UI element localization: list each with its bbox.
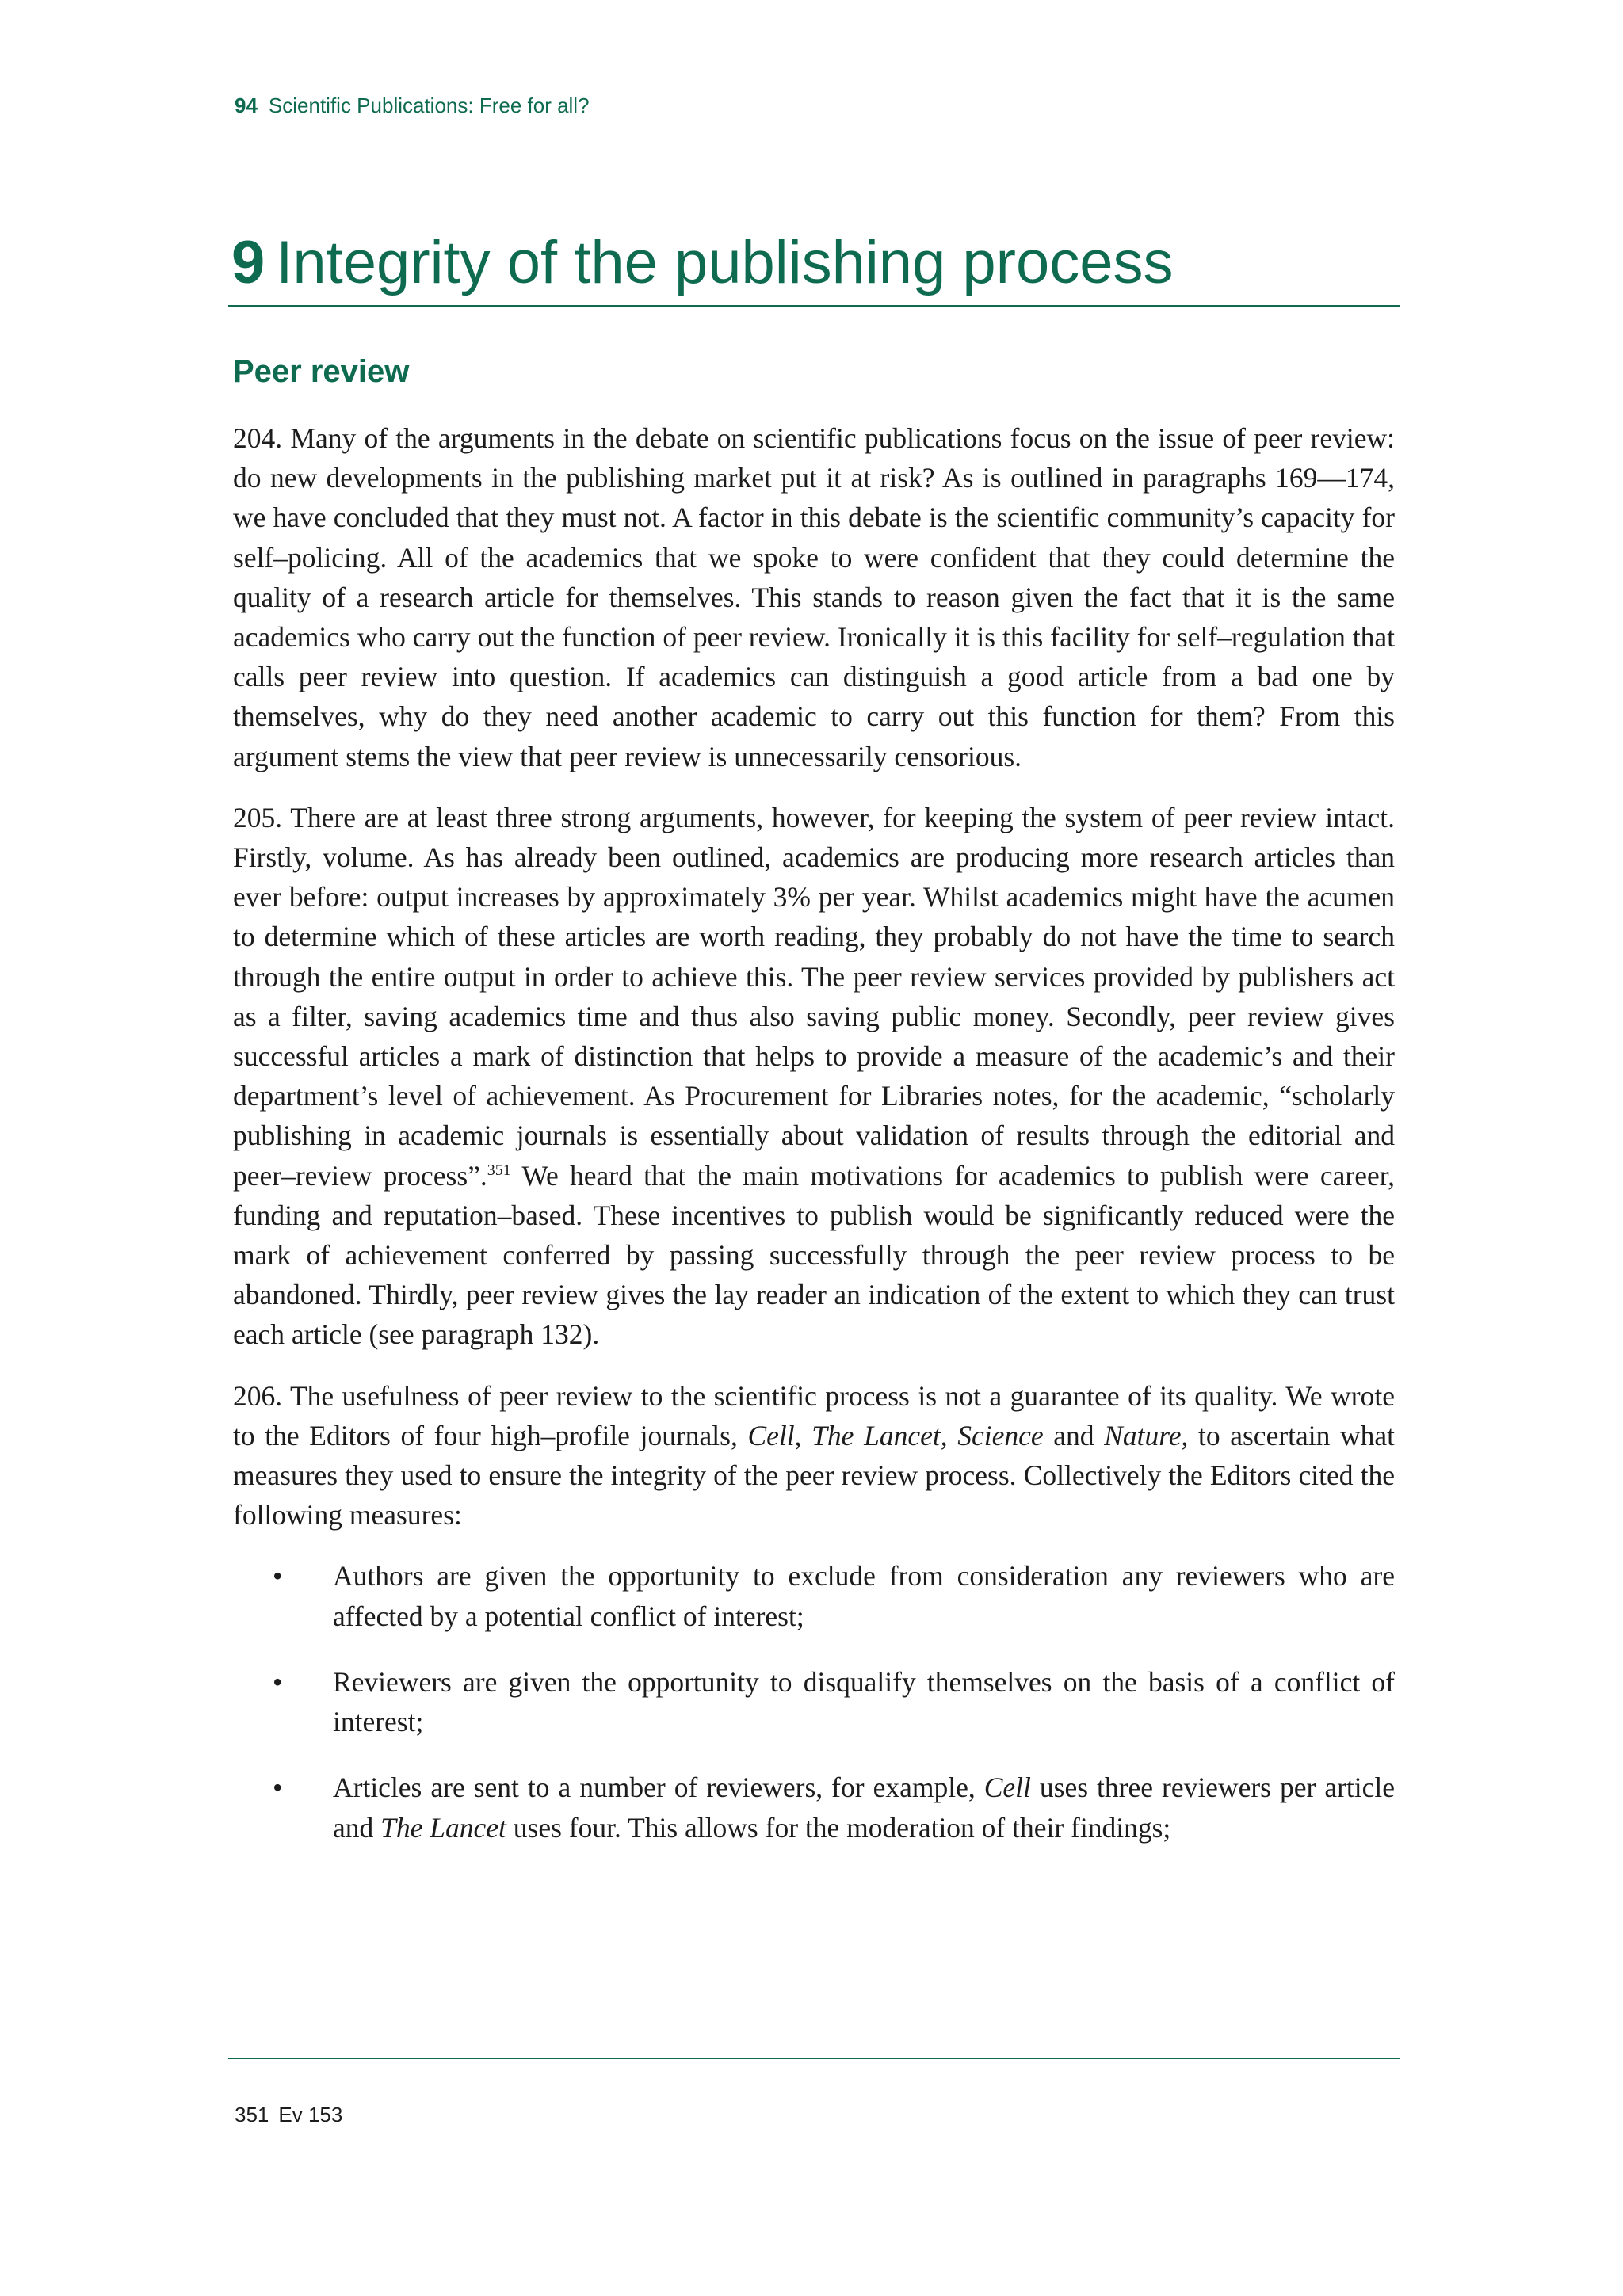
paragraph-206-text: ,: [940, 1419, 958, 1451]
bullet-icon: •: [273, 1772, 283, 1804]
chapter-title: Integrity of the publishing process: [276, 229, 1174, 296]
list-item-text-part: Articles are sent to a number of reviewers, for example,: [333, 1772, 984, 1804]
bullet-icon: •: [273, 1560, 283, 1592]
list-item-text: Authors are given the opportunity to exclude from consideration any reviewers who are affected by a potential conflict of interest;: [333, 1560, 1395, 1632]
list-item-text: [333, 1772, 1395, 1843]
paragraph-206-text: , to ascertain what measures they used to ensure the integrity of the peer review process. Collectively the Editors cited the following measures:: [233, 1419, 1396, 1531]
journal-name: Nature: [1104, 1419, 1182, 1451]
footnote: [235, 2103, 342, 2127]
paragraph-206-text: 206. The usefulness of peer review to the scientific process is not a guarantee of its quality. We wrote to the Editors of four high–profile journals,: [233, 1379, 1395, 1451]
list-item-text-part: uses three reviewers per article and: [333, 1772, 1395, 1844]
measures-list: [233, 1556, 1395, 1847]
footer-rule: [228, 2058, 1400, 2059]
running-header: [235, 93, 590, 118]
list-item: [233, 1768, 1395, 1847]
list-item: [233, 1556, 1395, 1635]
journal-name: The Lancet: [380, 1811, 506, 1844]
journal-name: Cell: [983, 1772, 1031, 1804]
chapter-number: 9: [231, 229, 265, 296]
bullet-icon: •: [273, 1665, 283, 1698]
list-item: [233, 1662, 1395, 1741]
journal-name: The Lancet: [812, 1419, 941, 1451]
paragraph-205-part-2: We heard that the main motivations for academics to publish were career, funding and reputation–based. These incentives to publish would be significantly reduced were the mark of achievement conferred by passing successfully through the peer review process to be abandoned. Thirdly, peer review gives the lay reader an indication of the extent to which they can trust each article (see paragraph 132).: [233, 1159, 1395, 1351]
journal-name: Science: [957, 1419, 1044, 1451]
heading-rule: [228, 305, 1400, 307]
paragraph-205-part-1: 205. There are at least three strong arguments, however, for keeping the system of peer review intact. Firstly, volume. As has already been outlined, academics are producing more research articles than ever before: output increases by approximately 3% per year. Whilst academics might have the acumen to determine which of these articles are worth reading, they probably do not have the time to search through the entire output in order to achieve this. The peer review services provided by publishers act as a filter, saving academics time and thus also saving public money. Secondly, peer review gives successful articles a mark of distinction that helps to provide a measure of the academic’s and their department’s level of achievement. As Procurement for Libraries notes, for the academic, “scholarly publishing in academic journals is essentially about validation of results through the editorial and peer–review process”.: [233, 801, 1395, 1192]
running-title: Scientific Publications: Free for all?: [268, 93, 590, 117]
section-heading: Peer review: [233, 354, 410, 389]
body-text: [233, 418, 1395, 1874]
page-number: 94: [235, 93, 258, 117]
paragraph-206-text: ,: [794, 1419, 812, 1451]
paragraph-206-text: and: [1043, 1419, 1105, 1451]
footnote-text: Ev 153: [278, 2103, 343, 2126]
list-item-text-part: uses four. This allows for the moderation of their findings;: [506, 1811, 1171, 1844]
chapter-heading: [231, 227, 1400, 299]
journal-name: Cell: [747, 1419, 795, 1451]
paragraph-206: [233, 1376, 1395, 1535]
list-item-text: Reviewers are given the opportunity to disqualify themselves on the basis of a conflict of interest;: [333, 1665, 1395, 1738]
paragraph-204: 204. Many of the arguments in the debate on scientific publications focus on the issue of peer review: do new developments in the publishing market put it at risk? As is outlined in paragraphs 169—174, we have concluded that they must not. A factor in this debate is the scientific community’s capacity for self–policing. All of the academics that we spoke to were confident that they could determine the quality of a research article for themselves. This stands to reason given the fact that it is the same academics who carry out the function of peer review. Ironically it is this facility for self–regulation that calls peer review into question. If academics can distinguish a good article from a bad one by themselves, why do they need another academic to carry out this function for them? From this argument stems the view that peer review is unnecessarily censorious.: [233, 422, 1395, 772]
footnote-reference: 351: [487, 1161, 511, 1179]
footnote-number: 351: [235, 2103, 269, 2126]
paragraph-205: [233, 798, 1395, 1355]
